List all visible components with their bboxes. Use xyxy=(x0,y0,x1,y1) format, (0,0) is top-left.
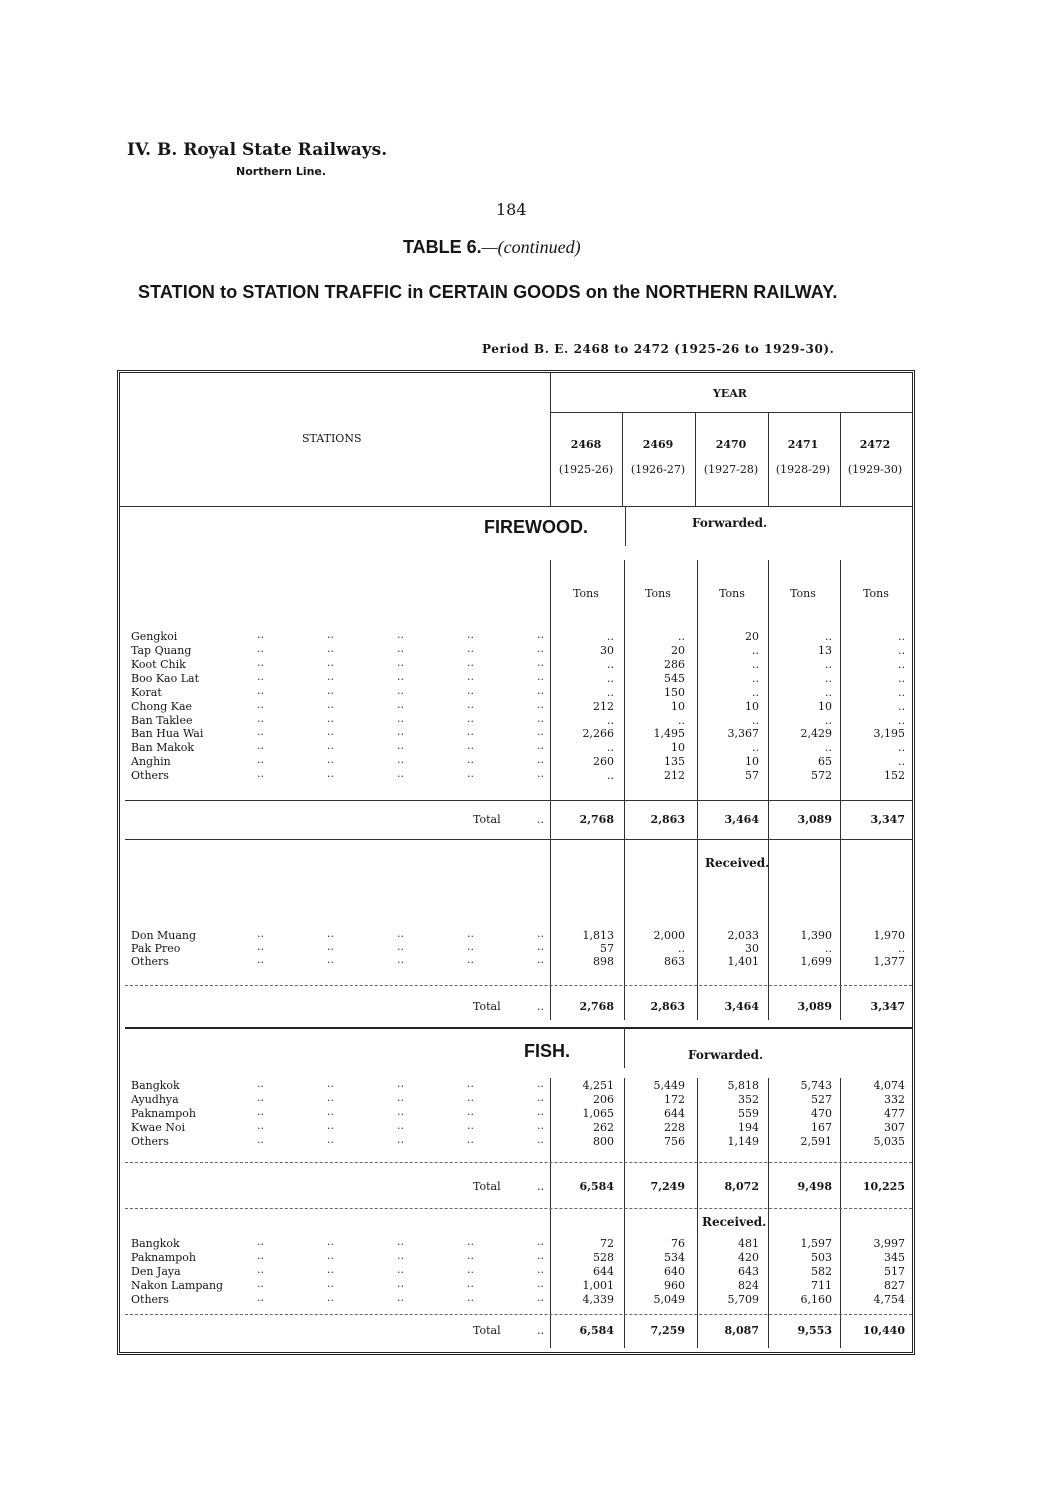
value-2472: .. xyxy=(898,714,905,727)
leader-dots: .. xyxy=(537,1000,544,1013)
value-2471: 2,591 xyxy=(800,1135,832,1148)
unit-label: Tons xyxy=(573,587,599,600)
value-2468: .. xyxy=(607,741,614,754)
station-name: Koot Chik xyxy=(131,658,186,671)
total-label: Total xyxy=(473,813,501,826)
table-row xyxy=(131,1135,906,1149)
station-name: Chong Kae xyxy=(131,700,193,713)
value-2471: 527 xyxy=(811,1093,832,1106)
station-name: Nakon Lampang xyxy=(131,1279,224,1292)
total-2470: 8,087 xyxy=(724,1324,759,1337)
value-2470: 352 xyxy=(738,1093,759,1106)
value-2472: 3,997 xyxy=(873,1237,905,1250)
year-be: 2469 xyxy=(642,438,674,451)
value-2469: .. xyxy=(678,630,685,643)
total-2469: 7,259 xyxy=(650,1324,685,1337)
total-2472: 3,347 xyxy=(870,813,905,826)
leader-dots: .. .. .. .. .. xyxy=(257,1291,544,1304)
leader-dots: .. .. .. .. .. xyxy=(257,739,544,752)
total-row xyxy=(131,1324,906,1340)
leader-dots: .. xyxy=(537,813,544,826)
table-row xyxy=(131,769,906,783)
value-2471: 1,699 xyxy=(800,955,832,968)
value-2468: 1,001 xyxy=(582,1279,614,1292)
value-2470: 481 xyxy=(738,1237,759,1250)
year-be: 2468 xyxy=(570,438,602,451)
leader-dots: .. xyxy=(537,1324,544,1337)
value-2471: 6,160 xyxy=(800,1293,832,1306)
value-2470: 2,033 xyxy=(727,929,759,942)
value-2468: 30 xyxy=(600,644,614,657)
total-2471: 9,553 xyxy=(797,1324,832,1337)
station-name: Bangkok xyxy=(131,1237,180,1250)
total-2469: 2,863 xyxy=(650,813,685,826)
value-2470: 10 xyxy=(745,700,759,713)
value-2468: 72 xyxy=(600,1237,614,1250)
value-2468: 644 xyxy=(593,1265,614,1278)
station-name: Kwae Noi xyxy=(131,1121,185,1134)
value-2471: 1,597 xyxy=(800,1237,832,1250)
value-2472: 5,035 xyxy=(873,1135,905,1148)
value-2469: 960 xyxy=(664,1279,685,1292)
value-2471: 582 xyxy=(811,1265,832,1278)
value-2468: 260 xyxy=(593,755,614,768)
station-name: Don Muang xyxy=(131,929,197,942)
year-be: 2470 xyxy=(715,438,747,451)
total-row xyxy=(131,1000,906,1016)
value-2470: .. xyxy=(752,672,759,685)
total-2470: 3,464 xyxy=(724,813,759,826)
total-2470: 3,464 xyxy=(724,1000,759,1013)
value-2468: 2,266 xyxy=(582,727,614,740)
station-name: Others xyxy=(131,769,169,782)
value-2469: 150 xyxy=(664,686,685,699)
value-2470: .. xyxy=(752,741,759,754)
value-2471: .. xyxy=(825,658,832,671)
total-2468: 6,584 xyxy=(579,1180,614,1193)
year-col-2469 xyxy=(623,438,693,476)
value-2468: 262 xyxy=(593,1121,614,1134)
leader-dots: .. .. .. .. .. xyxy=(257,1077,544,1090)
station-name: Others xyxy=(131,1135,169,1148)
total-2472: 10,225 xyxy=(862,1180,905,1193)
unit-label: Tons xyxy=(863,587,889,600)
value-2469: 228 xyxy=(664,1121,685,1134)
value-2472: .. xyxy=(898,630,905,643)
total-row xyxy=(131,813,906,829)
value-2470: 559 xyxy=(738,1107,759,1120)
value-2471: 1,390 xyxy=(800,929,832,942)
value-2471: .. xyxy=(825,630,832,643)
value-2469: .. xyxy=(678,942,685,955)
total-2471: 9,498 xyxy=(797,1180,832,1193)
year-col-2470 xyxy=(696,438,766,476)
value-2470: 57 xyxy=(745,769,759,782)
value-2470: 1,149 xyxy=(727,1135,759,1148)
year-ad: (1925-26) xyxy=(558,463,614,476)
total-2472: 3,347 xyxy=(870,1000,905,1013)
total-2470: 8,072 xyxy=(724,1180,759,1193)
value-2472: 477 xyxy=(884,1107,905,1120)
value-2469: 756 xyxy=(664,1135,685,1148)
value-2472: .. xyxy=(898,644,905,657)
value-2472: 1,377 xyxy=(873,955,905,968)
fish-received-label: Received. xyxy=(702,1215,767,1229)
total-2468: 2,768 xyxy=(579,813,614,826)
unit-label: Tons xyxy=(645,587,671,600)
station-name: Pak Preo xyxy=(131,942,181,955)
leader-dots: .. .. .. .. .. xyxy=(257,953,544,966)
station-name: Anghin xyxy=(131,755,171,768)
leader-dots: .. .. .. .. .. xyxy=(257,1277,544,1290)
leader-dots: .. .. .. .. .. xyxy=(257,767,544,780)
value-2472: 332 xyxy=(884,1093,905,1106)
value-2468: 4,339 xyxy=(582,1293,614,1306)
value-2470: 824 xyxy=(738,1279,759,1292)
value-2471: 503 xyxy=(811,1251,832,1264)
value-2471: 5,743 xyxy=(800,1079,832,1092)
value-2470: 30 xyxy=(745,942,759,955)
value-2469: 2,000 xyxy=(653,929,685,942)
value-2471: .. xyxy=(825,741,832,754)
table-continued: —(continued) xyxy=(481,237,581,257)
leader-dots: .. .. .. .. .. xyxy=(257,1105,544,1118)
value-2472: 4,074 xyxy=(873,1079,905,1092)
total-2468: 2,768 xyxy=(579,1000,614,1013)
year-be: 2472 xyxy=(859,438,891,451)
value-2470: .. xyxy=(752,686,759,699)
value-2468: 1,065 xyxy=(582,1107,614,1120)
subsection-heading: Northern Line. xyxy=(236,165,327,178)
value-2470: 194 xyxy=(738,1121,759,1134)
value-2470: 1,401 xyxy=(727,955,759,968)
value-2472: .. xyxy=(898,755,905,768)
value-2469: 5,049 xyxy=(653,1293,685,1306)
value-2471: .. xyxy=(825,714,832,727)
value-2472: .. xyxy=(898,686,905,699)
leader-dots: .. .. .. .. .. xyxy=(257,670,544,683)
leader-dots: .. .. .. .. .. xyxy=(257,927,544,940)
year-col-2471 xyxy=(768,438,838,476)
station-name: Korat xyxy=(131,686,162,699)
year-ad: (1927-28) xyxy=(703,463,759,476)
value-2469: 10 xyxy=(671,741,685,754)
year-ad: (1926-27) xyxy=(630,463,686,476)
station-name: Others xyxy=(131,955,169,968)
value-2469: 640 xyxy=(664,1265,685,1278)
value-2471: 10 xyxy=(818,700,832,713)
total-row xyxy=(131,1180,906,1196)
station-name: Tap Quang xyxy=(131,644,192,657)
unit-label: Tons xyxy=(790,587,816,600)
fish-title: FISH. xyxy=(524,1041,571,1061)
year-ad: (1928-29) xyxy=(775,463,831,476)
value-2470: 420 xyxy=(738,1251,759,1264)
value-2470: 5,818 xyxy=(727,1079,759,1092)
value-2468: 1,813 xyxy=(582,929,614,942)
leader-dots: .. .. .. .. .. xyxy=(257,1133,544,1146)
leader-dots: .. .. .. .. .. xyxy=(257,940,544,953)
value-2472: 1,970 xyxy=(873,929,905,942)
total-2469: 2,863 xyxy=(650,1000,685,1013)
leader-dots: .. .. .. .. .. xyxy=(257,1249,544,1262)
station-name: Ban Makok xyxy=(131,741,194,754)
value-2468: 898 xyxy=(593,955,614,968)
value-2472: .. xyxy=(898,741,905,754)
station-name: Bangkok xyxy=(131,1079,180,1092)
leader-dots: .. .. .. .. .. xyxy=(257,753,544,766)
value-2472: 307 xyxy=(884,1121,905,1134)
value-2469: .. xyxy=(678,714,685,727)
value-2471: .. xyxy=(825,686,832,699)
table-subtitle: STATION to STATION TRAFFIC in CERTAIN GOODS on the NORTHERN RAILWAY. xyxy=(138,282,838,302)
value-2468: 528 xyxy=(593,1251,614,1264)
value-2471: 13 xyxy=(818,644,832,657)
leader-dots: .. .. .. .. .. xyxy=(257,698,544,711)
value-2469: 534 xyxy=(664,1251,685,1264)
value-2471: 572 xyxy=(811,769,832,782)
value-2471: 65 xyxy=(818,755,832,768)
value-2470: .. xyxy=(752,644,759,657)
total-label: Total xyxy=(473,1324,501,1337)
value-2468: .. xyxy=(607,630,614,643)
leader-dots: .. xyxy=(537,1180,544,1193)
value-2472: 4,754 xyxy=(873,1293,905,1306)
firewood-received-label: Received. xyxy=(705,856,770,870)
leader-dots: .. .. .. .. .. xyxy=(257,1235,544,1248)
value-2472: .. xyxy=(898,942,905,955)
value-2469: 172 xyxy=(664,1093,685,1106)
value-2468: 800 xyxy=(593,1135,614,1148)
year-col-2472 xyxy=(840,438,910,476)
station-name: Paknampoh xyxy=(131,1251,196,1264)
total-2471: 3,089 xyxy=(797,813,832,826)
leader-dots: .. .. .. .. .. xyxy=(257,642,544,655)
value-2470: 20 xyxy=(745,630,759,643)
total-2472: 10,440 xyxy=(862,1324,905,1337)
value-2469: 1,495 xyxy=(653,727,685,740)
value-2472: 152 xyxy=(884,769,905,782)
total-label: Total xyxy=(473,1180,501,1193)
value-2470: 10 xyxy=(745,755,759,768)
value-2469: 212 xyxy=(664,769,685,782)
value-2470: 643 xyxy=(738,1265,759,1278)
value-2471: .. xyxy=(825,672,832,685)
value-2472: 3,195 xyxy=(873,727,905,740)
value-2471: 2,429 xyxy=(800,727,832,740)
leader-dots: .. .. .. .. .. xyxy=(257,1119,544,1132)
leader-dots: .. .. .. .. .. xyxy=(257,1263,544,1276)
station-name: Others xyxy=(131,1293,169,1306)
station-name: Den Jaya xyxy=(131,1265,181,1278)
value-2468: 57 xyxy=(600,942,614,955)
year-ad: (1929-30) xyxy=(847,463,903,476)
leader-dots: .. .. .. .. .. xyxy=(257,712,544,725)
value-2468: .. xyxy=(607,769,614,782)
table-label: TABLE 6. xyxy=(403,237,482,257)
value-2471: 167 xyxy=(811,1121,832,1134)
year-be: 2471 xyxy=(787,438,819,451)
leader-dots: .. .. .. .. .. xyxy=(257,656,544,669)
table-row xyxy=(131,955,906,969)
value-2468: 206 xyxy=(593,1093,614,1106)
value-2469: 644 xyxy=(664,1107,685,1120)
value-2471: 711 xyxy=(811,1279,832,1292)
value-2468: .. xyxy=(607,686,614,699)
value-2468: .. xyxy=(607,658,614,671)
leader-dots: .. .. .. .. .. xyxy=(257,628,544,641)
fish-forwarded-label: Forwarded. xyxy=(688,1048,764,1062)
value-2468: 212 xyxy=(593,700,614,713)
value-2468: 4,251 xyxy=(582,1079,614,1092)
page-number: 184 xyxy=(496,200,527,219)
table-title xyxy=(403,237,581,258)
value-2469: 286 xyxy=(664,658,685,671)
leader-dots: .. .. .. .. .. xyxy=(257,725,544,738)
value-2472: 345 xyxy=(884,1251,905,1264)
section-heading: IV. B. Royal State Railways. xyxy=(127,140,388,160)
value-2470: .. xyxy=(752,658,759,671)
period-caption: Period B. E. 2468 to 2472 (1925-26 to 1929-30). xyxy=(482,342,835,356)
value-2468: .. xyxy=(607,714,614,727)
station-name: Ban Hua Wai xyxy=(131,727,204,740)
value-2470: .. xyxy=(752,714,759,727)
value-2470: 3,367 xyxy=(727,727,759,740)
station-name: Ban Taklee xyxy=(131,714,193,727)
value-2472: .. xyxy=(898,672,905,685)
value-2471: 470 xyxy=(811,1107,832,1120)
total-label: Total xyxy=(473,1000,501,1013)
value-2469: 20 xyxy=(671,644,685,657)
value-2472: 517 xyxy=(884,1265,905,1278)
leader-dots: .. .. .. .. .. xyxy=(257,684,544,697)
value-2472: .. xyxy=(898,700,905,713)
value-2468: .. xyxy=(607,672,614,685)
year-header: YEAR xyxy=(713,387,747,400)
station-name: Paknampoh xyxy=(131,1107,196,1120)
year-col-2468 xyxy=(551,438,621,476)
value-2469: 76 xyxy=(671,1237,685,1250)
value-2469: 10 xyxy=(671,700,685,713)
stations-header: STATIONS xyxy=(302,432,362,445)
station-name: Ayudhya xyxy=(131,1093,179,1106)
unit-label: Tons xyxy=(719,587,745,600)
leader-dots: .. .. .. .. .. xyxy=(257,1091,544,1104)
value-2472: 827 xyxy=(884,1279,905,1292)
value-2469: 5,449 xyxy=(653,1079,685,1092)
total-2468: 6,584 xyxy=(579,1324,614,1337)
firewood-title: FIREWOOD. xyxy=(484,517,588,537)
value-2470: 5,709 xyxy=(727,1293,759,1306)
value-2471: .. xyxy=(825,942,832,955)
value-2469: 135 xyxy=(664,755,685,768)
value-2469: 545 xyxy=(664,672,685,685)
value-2469: 863 xyxy=(664,955,685,968)
station-name: Gengkoi xyxy=(131,630,178,643)
value-2472: .. xyxy=(898,658,905,671)
total-2471: 3,089 xyxy=(797,1000,832,1013)
table-row xyxy=(131,1293,906,1307)
station-name: Boo Kao Lat xyxy=(131,672,200,685)
firewood-forwarded-label: Forwarded. xyxy=(692,516,768,530)
total-2469: 7,249 xyxy=(650,1180,685,1193)
